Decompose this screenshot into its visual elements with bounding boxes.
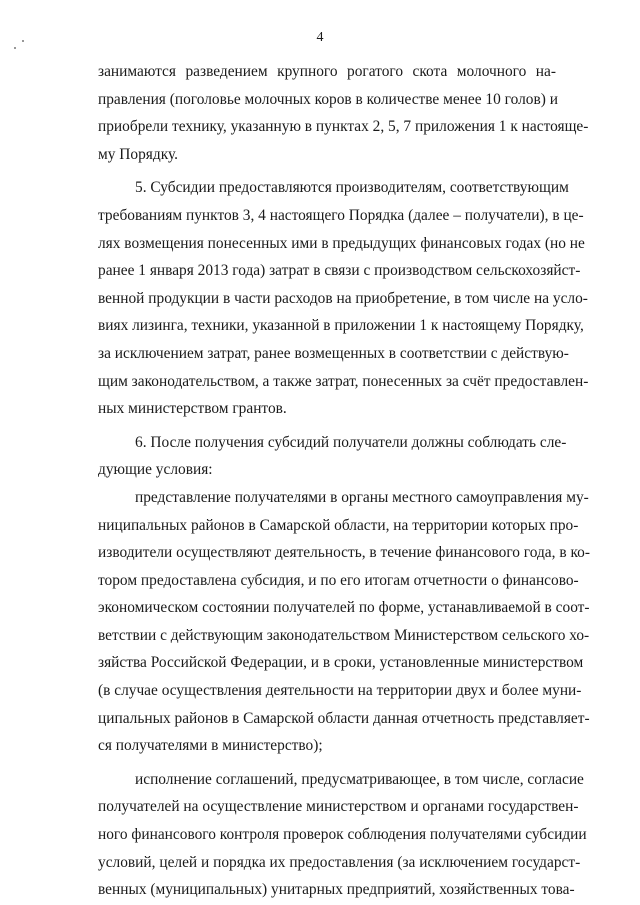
text-line: тором предоставлена субсидия, и по его итогам отчетности о финансово-	[98, 571, 579, 589]
text-line: за исключением затрат, ранее возмещенных в соответствии с действую-	[98, 344, 569, 362]
text-line: получателей на осуществление министерством и органами государствен-	[98, 798, 579, 816]
text-line: венных (муниципальных) унитарных предприятий, хозяйственных това-	[98, 881, 575, 899]
text-line: щим законодательством, а также затрат, понесенных за счёт предоставлен-	[98, 372, 589, 390]
text-line: виях лизинга, техники, указанной в приложении 1 к настоящему Порядку,	[98, 317, 584, 335]
text-line: ранее 1 января 2013 года) затрат в связи с производством сельскохозяйст-	[98, 262, 581, 280]
text-line: занимаются разведением крупного рогатого скота молочного на-	[98, 63, 556, 80]
text-line: исполнение соглашений, предусматривающее, в том числе, согласие	[135, 770, 584, 788]
text-line: зяйства Российской Федерации, и в сроки, установленные министерством	[98, 654, 584, 672]
text-line: экономическом состоянии получателей по форме, устанавливаемой в соот-	[98, 599, 590, 617]
page-number: 4	[316, 30, 324, 45]
text-line: дующие условия:	[98, 461, 213, 479]
document-body	[98, 58, 590, 904]
text-line: 5. Субсидии предоставляются производителям, соответствующим	[135, 179, 569, 197]
text-line: ципальных районов в Самарской области данная отчетность представляет-	[98, 709, 590, 727]
text-line: му Порядку.	[98, 145, 178, 163]
text-line: ниципальных районов в Самарской области, на территории которых про-	[98, 516, 579, 534]
text-line: лях возмещения понесенных ими в предыдущих финансовых годах (но не	[98, 234, 585, 252]
text-line: ветствии с действующим законодательством Министерством сельского хо-	[98, 626, 590, 644]
text-line: ного финансового контроля проверок соблюдения получателями субсидии	[98, 826, 587, 844]
text-line: 6. После получения субсидий получатели должны соблюдать сле-	[135, 433, 567, 451]
scan-speck	[14, 47, 16, 49]
paragraph-agreement-condition	[98, 766, 587, 904]
text-line: венной продукции в части расходов на приобретение, в том числе на усло-	[98, 289, 588, 307]
text-line: ся получателями в министерство);	[98, 737, 323, 755]
paragraph-clause-5	[98, 174, 589, 422]
paragraph-1	[98, 58, 589, 168]
text-line: требованиям пунктов 3, 4 настоящего Порядка (далее – получатели), в це-	[98, 206, 584, 224]
paragraph-reporting-condition	[98, 484, 590, 760]
text-line: представление получателями в органы местного самоуправления му-	[135, 488, 589, 506]
text-line: (в случае осуществления деятельности на территории двух и более муни-	[98, 682, 582, 700]
text-line: ных министерством грантов.	[98, 400, 287, 418]
paragraph-clause-6	[98, 429, 567, 484]
text-line: правления (поголовье молочных коров в количестве менее 10 голов) и	[98, 90, 558, 108]
text-line: изводители осуществляют деятельность, в течение финансового года, в ко-	[98, 544, 590, 562]
text-line: приобрели технику, указанную в пунктах 2, 5, 7 приложения 1 к настояще-	[98, 118, 589, 136]
text-line: условий, целей и порядка их предоставления (за исключением государст-	[98, 853, 581, 871]
